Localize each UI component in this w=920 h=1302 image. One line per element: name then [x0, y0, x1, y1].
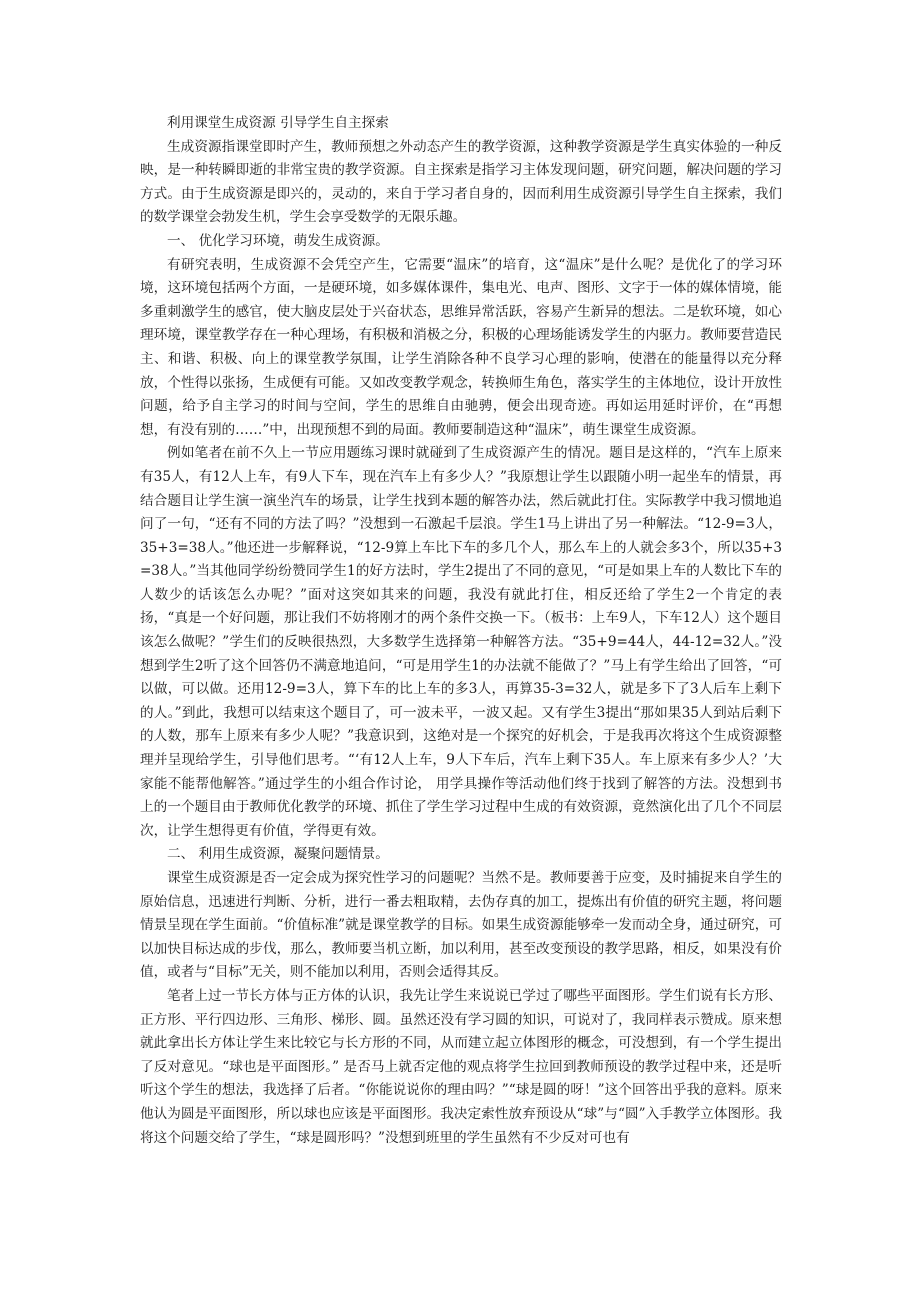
- section-1-example-paragraph: 例如笔者在前不久上一节应用题练习课时就碰到了生成资源产生的情况。题目是这样的，“汽车上原来有35人，有12人上车，有9人下车，现在汽车上有多少人？”我原想让学生以跟随小明一起坐车的情景，再结合题目让学生演一演坐汽车的场景，让学生找到本题的解答办法，然后就此打住。实际教学中我习惯地追问了一句，“还有不同的方法了吗？”没想到一石激起千层浪。学生1马上讲出了另一种解法。“12-9=3人，35+3=38人。”他还进一步解释说，“12-9算上车比下车的多几个人，那么车上的人就会多3个，所以35+3=38人。”当其他同学纷纷赞同学生1的好方法时，学生2提出了不同的意见，“可是如果上车的人数比下车的人数少的话该怎么办呢？”面对这突如其来的问题，我没有就此打住，相反还给了学生2一个肯定的表扬，“真是一个好问题，那让我们不妨将刚才的两个条件交换一下。（板书：上车9人，下车12人）这个题目该怎么做呢？”学生们的反映很热烈，大多数学生选择第一种解答方法。“35+9=44人，44-12=32人。”没想到学生2听了这个回答仍不满意地追问，“可是用学生1的办法就不能做了？”马上有学生给出了回答，“可以做，可以做。还用12-9=3人，算下车的比上车的多3人，再算35-3=32人，就是多下了3人后车上剩下的人。”到此，我想可以结束这个题目了，可一波未平，一波又起。又有学生3提出“那如果35人到站后剩下的人数，那车上原来有多少人呢？”我意识到，这绝对是一个探究的好机会，于是我再次将这个生成资源整理并呈现给学生，引导他们思考。“‘有12人上车，9人下车后，汽车上剩下35人。车上原来有多少人？’大家能不能帮他解答。”通过学生的小组合作讨论， 用学具操作等活动他们终于找到了解答的方法。没想到书上的一个题目由于教师优化教学的环境、抓住了学生学习过程中生成的有效资源，竟然演化出了几个不同层次，让学生想得更有价值，学得更有效。: [140, 445, 782, 839]
- section-1-paragraph: 有研究表明，生成资源不会凭空产生，它需要“温床”的培育，这“温床”是什么呢？是优化了的学习环境，这环境包括两个方面，一是硬环境，如多媒体课件，集电光、电声、图形、文字于一体的媒体情境，能多重刺激学生的感官，使大脑皮层处于兴奋状态，思维异常活跃，容易产生新异的想法。二是软环境，如心理环境，课堂教学存在一种心理场，有积极和消极之分，积极的心理场能诱发学生的内驱力。教师要营造民主、和谐、积极、向上的课堂教学氛围，让学生消除各种不良学习心理的影响，使潜在的能量得以充分释放，个性得以张扬，生成便有可能。又如改变教学观念，转换师生角色，落实学生的主体地位，设计开放性问题，给予自主学习的时间与空间，学生的思维自由驰骋，便会出现奇迹。再如运用延时评价，在“再想想，有没有别的……”中，出现预想不到的局面。教师要制造这种“温床”，萌生课堂生成资源。: [140, 256, 782, 438]
- document-page: [140, 112, 782, 1150]
- section-2-paragraph: 课堂生成资源是否一定会成为探究性学习的问题呢？当然不是。教师要善于应变，及时捕捉来自学生的原始信息，迅速进行判断、分析，进行一番去粗取精，去伪存真的加工，提炼出有价值的研究主题，将问题情景呈现在学生面前。“价值标准”就是课堂教学的目标。如果生成资源能够牵一发而动全身，通过研究，可以加快目标达成的步伐，那么，教师要当机立断，加以利用，甚至改变预设的教学思路，相反，如果没有价值，或者与“目标”无关，则不能加以利用，否则会适得其反。: [140, 870, 782, 981]
- section-heading-2: 二、 利用生成资源，凝聚问题情景。: [167, 846, 389, 863]
- section-heading-1: 一、 优化学习环境，萌发生成资源。: [167, 232, 389, 249]
- document-title: 利用课堂生成资源 引导学生自主探索: [167, 115, 389, 131]
- section-2-example-paragraph: 笔者上过一节长方体与正方体的认识，我先让学生来说说已学过了哪些平面图形。学生们说有长方形、正方形、平行四边形、三角形、梯形、圆。虽然还没有学习圆的知识，可说对了，我同样表示赞成。原来想就此拿出长方体让学生来比较它与长方形的不同，从而建立起立体图形的概念，可没想到，有一个学生提出了反对意见。“球也是平面图形。” 是否马上就否定他的观点将学生拉回到教师预设的教学过程中来，还是听听这个学生的想法，我选择了后者。“你能说说你的理由吗？”“球是圆的呀！”这个回答出乎我的意料。原来他认为圆是平面图形，所以球也应该是平面图形。我决定索性放弃预设从“球”与“圆”入手教学立体图形。我将这个问题交给了学生，“球是圆形吗？”没想到班里的学生虽然有不少反对可也有: [140, 987, 782, 1146]
- intro-paragraph: 生成资源指课堂即时产生，教师预想之外动态产生的教学资源，这种教学资源是学生真实体验的一种反映，是一种转瞬即逝的非常宝贵的教学资源。自主探索是指学习主体发现问题，研究问题，解决问题的学习方式。由于生成资源是即兴的，灵动的，来自于学习者自身的，因而利用生成资源引导学生自主探索，我们的数学课堂会勃发生机，学生会享受数学的无限乐趣。: [140, 138, 782, 226]
